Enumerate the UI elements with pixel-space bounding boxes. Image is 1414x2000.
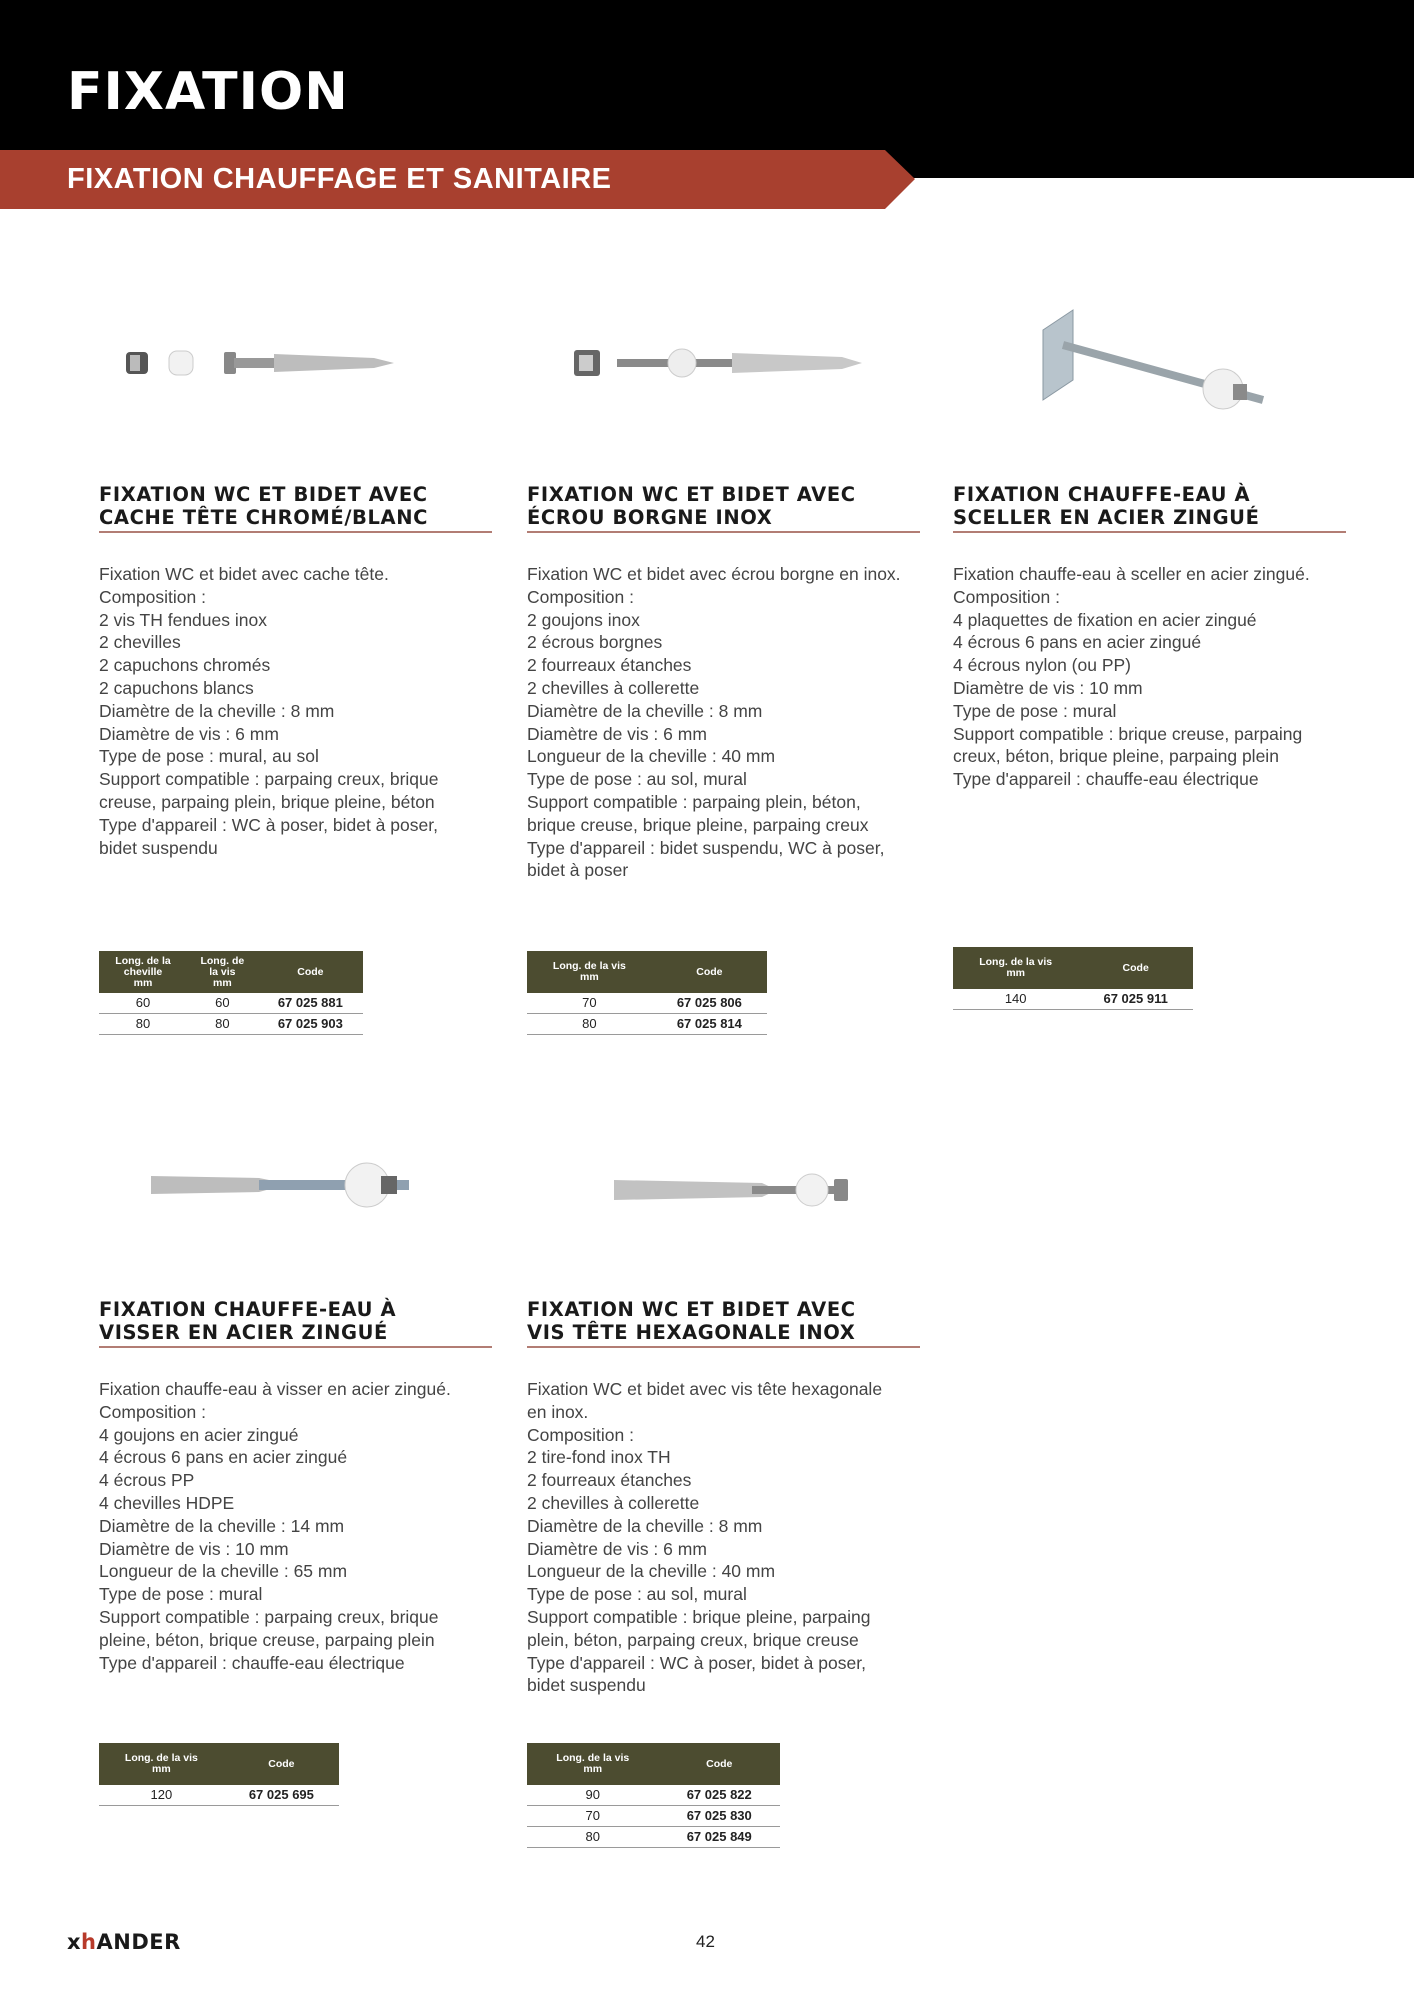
description-line: Support compatible : parpaing plein, béton,: [527, 791, 861, 812]
spec-table: [99, 1743, 339, 1806]
product-image: [572, 340, 902, 385]
description-line: Type de pose : mural, au sol: [99, 746, 319, 767]
description-line: 2 fourreaux étanches: [527, 655, 692, 676]
description-line: 2 fourreaux étanches: [527, 1470, 692, 1491]
length-value: 70: [527, 993, 652, 1014]
product-title: FIXATION WC ET BIDET AVEC VIS TÊTE HEXAGONALE INOX: [527, 1298, 920, 1348]
column-header: Long. de la vis mm: [187, 951, 258, 993]
description-line: 4 plaquettes de fixation en acier zingué: [953, 609, 1257, 630]
length-value: 80: [527, 1827, 659, 1848]
description-line: Type de pose : au sol, mural: [527, 1584, 747, 1605]
product-code: 67 025 881: [258, 993, 363, 1014]
description-line: bidet à poser: [527, 860, 629, 881]
description-line: Diamètre de la cheville : 8 mm: [527, 700, 763, 721]
length-value: 90: [527, 1785, 659, 1806]
product-code: 67 025 849: [659, 1827, 781, 1848]
product-code: 67 025 903: [258, 1014, 363, 1035]
column-header: Code: [1078, 947, 1193, 989]
description-line: creuse, parpaing plein, brique pleine, béton: [99, 791, 435, 812]
table-row: [99, 1014, 363, 1035]
product-code: 67 025 806: [652, 993, 767, 1014]
description-line: Longueur de la cheville : 65 mm: [99, 1561, 348, 1582]
length-value: 120: [99, 1785, 224, 1806]
table-row: [527, 1785, 780, 1806]
column-header: Long. de la vis mm: [527, 951, 652, 993]
page-number: 42: [696, 1932, 715, 1951]
table-row: [527, 1014, 767, 1035]
column-header: Code: [652, 951, 767, 993]
length-value: 60: [187, 993, 258, 1014]
description-line: Composition :: [953, 586, 1060, 607]
product-image: [124, 340, 464, 385]
description-line: Support compatible : parpaing creux, brique: [99, 769, 439, 790]
description-line: Diamètre de vis : 10 mm: [99, 1538, 289, 1559]
description-line: 2 goujons inox: [527, 609, 640, 630]
product-image: [149, 1160, 479, 1220]
column-header: Long. de la vis mm: [953, 947, 1078, 989]
description-line: 4 écrous nylon (ou PP): [953, 655, 1132, 676]
description-line: Type de pose : mural: [953, 700, 1117, 721]
description-line: 2 chevilles à collerette: [527, 1492, 700, 1513]
description-line: 2 chevilles à collerette: [527, 677, 700, 698]
spec-table: [953, 947, 1193, 1010]
description-line: Longueur de la cheville : 40 mm: [527, 746, 776, 767]
description-line: Composition :: [99, 586, 206, 607]
product-description: [527, 1378, 922, 1697]
description-line: Support compatible : brique creuse, parpaing: [953, 723, 1303, 744]
column-header: Code: [659, 1743, 781, 1785]
description-line: Diamètre de la cheville : 8 mm: [527, 1515, 763, 1536]
description-line: Type d'appareil : WC à poser, bidet à poser,: [99, 814, 438, 835]
spec-table: [527, 1743, 780, 1848]
description-line: Longueur de la cheville : 40 mm: [527, 1561, 776, 1582]
section-title: FIXATION CHAUFFAGE ET SANITAIRE: [67, 163, 612, 195]
description-line: Diamètre de la cheville : 8 mm: [99, 700, 335, 721]
description-line: Fixation WC et bidet avec vis tête hexagonale: [527, 1379, 883, 1399]
description-line: Type de pose : au sol, mural: [527, 769, 747, 790]
column-header: Long. de la cheville mm: [99, 951, 187, 993]
product-image: [1033, 300, 1283, 410]
product-title: FIXATION CHAUFFE-EAU À VISSER EN ACIER ZINGUÉ: [99, 1298, 492, 1348]
length-value: 80: [527, 1014, 652, 1035]
description-line: plein, béton, parpaing creux, brique creuse: [527, 1629, 859, 1650]
description-line: Fixation WC et bidet avec cache tête.: [99, 564, 389, 584]
description-line: Diamètre de vis : 6 mm: [527, 723, 707, 744]
product-description: [99, 563, 494, 859]
length-value: 60: [99, 993, 187, 1014]
column-header: Long. de la vis mm: [99, 1743, 224, 1785]
description-line: Fixation chauffe-eau à visser en acier zingué.: [99, 1379, 451, 1399]
length-value: 80: [99, 1014, 187, 1035]
description-line: 4 goujons en acier zingué: [99, 1424, 299, 1445]
description-line: Type d'appareil : WC à poser, bidet à poser,: [527, 1652, 866, 1673]
description-line: 4 écrous 6 pans en acier zingué: [99, 1447, 348, 1468]
product-description: [99, 1378, 494, 1674]
description-line: Support compatible : parpaing creux, brique: [99, 1606, 439, 1627]
product-description: [953, 563, 1348, 791]
table-row: [527, 993, 767, 1014]
description-line: 4 écrous PP: [99, 1470, 195, 1491]
product-code: 67 025 695: [224, 1785, 339, 1806]
description-line: 2 écrous borgnes: [527, 632, 663, 653]
length-value: 140: [953, 989, 1078, 1010]
description-line: Type d'appareil : bidet suspendu, WC à poser,: [527, 837, 885, 858]
column-header: Code: [224, 1743, 339, 1785]
description-line: Support compatible : brique pleine, parpaing: [527, 1606, 871, 1627]
table-row: [527, 1827, 780, 1848]
product-title: FIXATION CHAUFFE-EAU À SCELLER EN ACIER ZINGUÉ: [953, 483, 1346, 533]
description-line: Diamètre de vis : 6 mm: [527, 1538, 707, 1559]
spec-table: [527, 951, 767, 1035]
description-line: Fixation chauffe-eau à sceller en acier zingué.: [953, 564, 1310, 584]
description-line: 4 écrous 6 pans en acier zingué: [953, 632, 1202, 653]
length-value: 80: [187, 1014, 258, 1035]
description-line: brique creuse, brique pleine, parpaing creux: [527, 814, 869, 835]
column-header: Code: [258, 951, 363, 993]
table-row: [953, 989, 1193, 1010]
description-line: Diamètre de vis : 10 mm: [953, 677, 1143, 698]
description-line: 2 vis TH fendues inox: [99, 609, 267, 630]
description-line: 2 tire-fond inox TH: [527, 1447, 671, 1468]
description-line: Composition :: [527, 1424, 634, 1445]
length-value: 70: [527, 1806, 659, 1827]
description-line: creux, béton, brique pleine, parpaing plein: [953, 746, 1279, 767]
product-image: [612, 1170, 882, 1210]
description-line: 2 capuchons blancs: [99, 677, 254, 698]
description-line: bidet suspendu: [99, 837, 218, 858]
page-title: FIXATION: [67, 62, 349, 122]
product-title: FIXATION WC ET BIDET AVEC CACHE TÊTE CHROMÉ/BLANC: [99, 483, 492, 533]
spec-table: [99, 951, 363, 1035]
product-code: 67 025 814: [652, 1014, 767, 1035]
description-line: Type de pose : mural: [99, 1584, 263, 1605]
description-line: bidet suspendu: [527, 1675, 646, 1696]
brand-logo: xhANDER: [67, 1930, 181, 1954]
product-code: 67 025 822: [659, 1785, 781, 1806]
column-header: Long. de la vis mm: [527, 1743, 659, 1785]
description-line: Diamètre de vis : 6 mm: [99, 723, 279, 744]
description-line: en inox.: [527, 1401, 589, 1422]
product-title: FIXATION WC ET BIDET AVEC ÉCROU BORGNE INOX: [527, 483, 920, 533]
description-line: Composition :: [527, 586, 634, 607]
product-description: [527, 563, 922, 882]
description-line: Type d'appareil : chauffe-eau électrique: [99, 1652, 405, 1673]
description-line: Type d'appareil : chauffe-eau électrique: [953, 769, 1259, 790]
table-row: [99, 1785, 339, 1806]
description-line: 4 chevilles HDPE: [99, 1492, 235, 1513]
product-code: 67 025 911: [1078, 989, 1193, 1010]
description-line: Composition :: [99, 1401, 206, 1422]
description-line: 2 chevilles: [99, 632, 181, 653]
table-row: [527, 1806, 780, 1827]
description-line: Diamètre de la cheville : 14 mm: [99, 1515, 345, 1536]
table-row: [99, 993, 363, 1014]
description-line: pleine, béton, brique creuse, parpaing plein: [99, 1629, 435, 1650]
description-line: 2 capuchons chromés: [99, 655, 271, 676]
description-line: Fixation WC et bidet avec écrou borgne en inox.: [527, 564, 901, 584]
product-code: 67 025 830: [659, 1806, 781, 1827]
